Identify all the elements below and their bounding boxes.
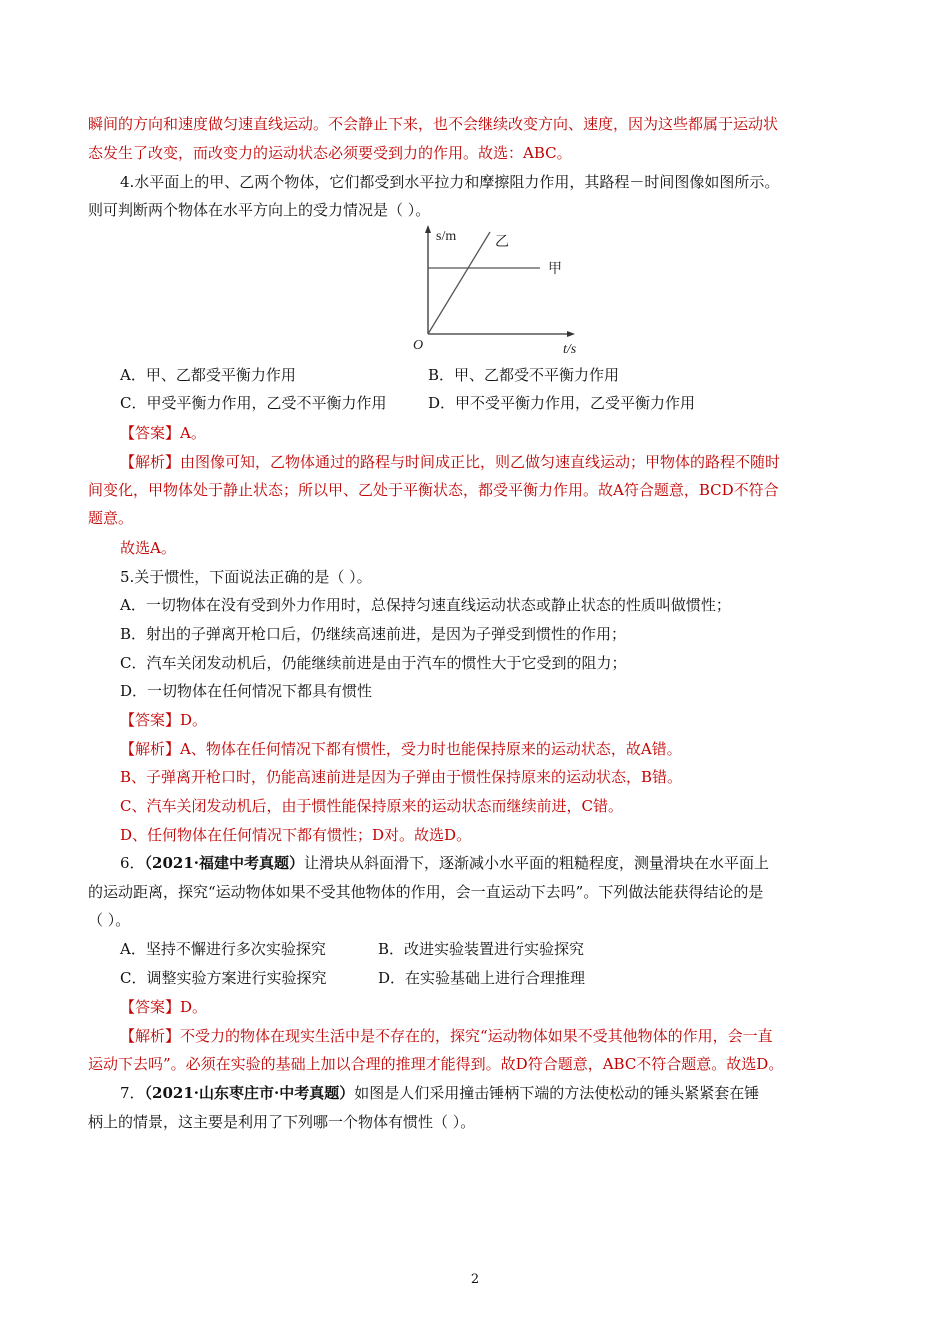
q7-stem-text: 如图是人们采用撞击锤柄下端的方法使松动的锤头紧紧套在锤 [354,1084,760,1102]
distance-time-graph [405,222,585,357]
q6-stem-text: 让滑块从斜面滑下，逐渐减小水平面的粗糙程度，测量滑块在水平面上 [304,854,770,872]
q7-source: （2021·山东枣庄市·中考真题） [144,1084,355,1102]
series-label-jia: 甲 [548,262,562,277]
q4-option-d: D．甲不受平衡力作用，乙受平衡力作用 [428,394,696,412]
q7-number: 7． [120,1084,145,1102]
question-7-stem-cont: 柄上的情景，这主要是利用了下列哪一个物体有惯性（ ）。 [88,1113,476,1131]
q6-source: （2021·福建中考真题） [144,854,305,872]
q6-option-c: C．调整实验方案进行实验探究 [120,969,327,987]
question-7-stem [120,1083,759,1103]
question-5-stem: 5.关于惯性，下面说法正确的是（ ）。 [120,568,372,586]
q6-option-d: D．在实验基础上进行合理推理 [378,969,586,987]
q6-answer: 【答案】D。 [120,998,208,1016]
text-line: 态发生了改变，而改变力的运动状态必须要受到力的作用。故选：ABC。 [88,144,572,162]
q5-answer: 【答案】D。 [120,711,208,729]
q6-option-a: A．坚持不懈进行多次实验探究 [120,940,326,958]
q4-conclusion: 故选A。 [120,539,176,557]
q6-explanation-cont: 运动下去吗”。必须在实验的基础上加以合理的推理才能得到。故D符合题意，ABC不符合题意。故选D。 [88,1055,784,1073]
q4-explanation-cont: 题意。 [88,509,134,527]
y-axis-label: s/m [436,229,457,244]
q5-option-d: D．一切物体在任何情况下都具有惯性 [120,682,373,700]
line-yi [428,232,490,334]
q4-answer: 【答案】A。 [120,424,206,442]
question-6-stem-cont: （ ）。 [88,911,131,929]
q4-option-b: B．甲、乙都受不平衡力作用 [428,366,620,384]
q4-explanation-cont: 间变化，甲物体处于静止状态；所以甲、乙处于平衡状态，都受平衡力作用。故A符合题意，BCD不符合 [88,481,779,499]
page-number: 2 [470,1272,480,1287]
q6-option-b: B．改进实验装置进行实验探究 [378,940,585,958]
q5-option-c: C．汽车关闭发动机后，仍能继续前进是由于汽车的惯性大于它受到的阻力； [120,654,627,672]
q4-option-a: A．甲、乙都受平衡力作用 [120,366,296,384]
question-6-stem-cont: 的运动距离，探究“运动物体如果不受其他物体的作用，会一直运动下去吗”。下列做法能获得结论的是 [88,883,764,901]
q5-explanation-cont: D、任何物体在任何情况下都有惯性；D对。故选D。 [120,826,472,844]
q6-number: 6． [120,854,145,872]
q6-explanation: 【解析】不受力的物体在现实生活中是不存在的，探究“运动物体如果不受其他物体的作用，会一直 [120,1027,773,1045]
q4-option-c: C．甲受平衡力作用，乙受不平衡力作用 [120,394,387,412]
q5-explanation-cont: C、汽车关闭发动机后，由于惯性能保持原来的运动状态而继续前进，C错。 [120,797,623,815]
question-4-stem: 4.水平面上的甲、乙两个物体，它们都受到水平拉力和摩擦阻力作用，其路程－时间图像如图所示。 [120,173,780,191]
q5-option-a: A．一切物体在没有受到外力作用时，总保持匀速直线运动状态或静止状态的性质叫做惯性； [120,596,731,614]
q5-explanation-cont: B、子弹离开枪口时，仍能高速前进是因为子弹由于惯性保持原来的运动状态，B错。 [120,768,683,786]
origin-label: O [413,338,424,353]
question-6-stem [120,853,769,873]
text-line: 瞬间的方向和速度做匀速直线运动。不会静止下来，也不会继续改变方向、速度，因为这些都属于运动状 [88,115,779,133]
series-label-yi: 乙 [495,235,509,250]
x-axis-label: t/s [563,342,577,357]
q5-option-b: B．射出的子弹离开枪口后，仍继续高速前进，是因为子弹受到惯性的作用； [120,625,627,643]
q5-explanation: 【解析】A、物体在任何情况下都有惯性，受力时也能保持原来的运动状态，故A错。 [120,740,682,758]
question-4-stem-cont: 则可判断两个物体在水平方向上的受力情况是（ ）。 [88,201,431,219]
q4-explanation: 【解析】由图像可知，乙物体通过的路程与时间成正比，则乙做匀速直线运动；甲物体的路程不随时 [120,453,781,471]
